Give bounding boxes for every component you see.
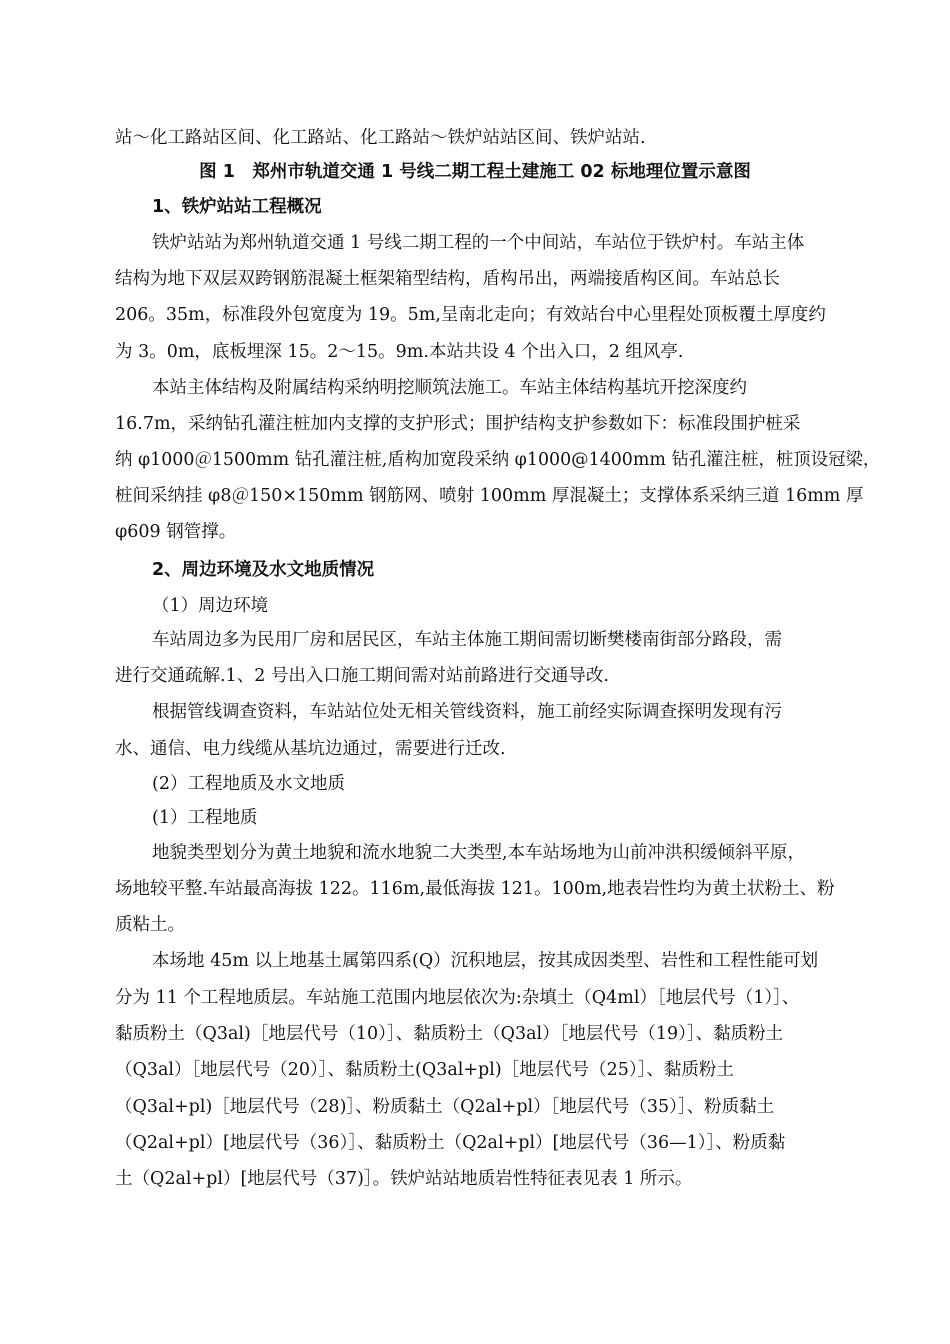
subsection-heading: （1）周边环境 — [152, 596, 269, 616]
paragraph-line: 站～化工路站区间、化工路站、化工路站～铁炉站站区间、铁炉站站. — [115, 128, 646, 148]
paragraph-line: 黏质粉土（Q3al)［地层代号（10）］、黏质粉土（Q3al）［地层代号（19）］、黏质粉土 — [115, 1024, 784, 1044]
paragraph-line: 桩间采纳挂 φ8＠150×150mm 钢筋网、喷射 100mm 厚混凝土；支撑体系采纳三道 16mm 厚 — [115, 486, 864, 506]
paragraph-line: 结构为地下双层双跨钢筋混凝土框架箱型结构，盾构吊出，两端接盾构区间。车站总长 — [115, 269, 780, 289]
section-heading-2: 2、周边环境及水文地质情况 — [152, 560, 375, 580]
paragraph-line: 本站主体结构及附属结构采纳明挖顺筑法施工。车站主体结构基坑开挖深度约 — [152, 378, 747, 398]
figure-caption: 图 1 郑州市轨道交通 1 号线二期工程土建施工 02 标地理位置示意图 — [199, 162, 751, 182]
paragraph-line: 地貌类型划分为黄土地貌和流水地貌二大类型,本车站场地为山前冲洪积缓倾斜平原， — [152, 843, 806, 863]
paragraph-line: （Q2al+pl）[地层代号（36）］、黏质粉土（Q2al+pl）[地层代号（36—1）］、粉质黏 — [115, 1133, 786, 1153]
paragraph-line: 16.7m，采纳钻孔灌注桩加内支撑的支护形式；围护结构支护参数如下：标准段围护桩采 — [115, 414, 801, 434]
paragraph-line: （Q3al）［地层代号（20）］、黏质粉土(Q3al+pl)［地层代号（25）］、黏质粉土 — [115, 1060, 734, 1080]
paragraph-line: 分为 11 个工程地质层。车站施工范围内地层依次为:杂填土（Q4ml）［地层代号（1）］、 — [115, 988, 800, 1008]
section-heading-1: 1、铁炉站站工程概况 — [152, 197, 322, 217]
paragraph-line: 水、通信、电力线缆从基坑边通过，需要进行迁改. — [115, 739, 506, 759]
subsection-heading: (2）工程地质及水文地质 — [152, 774, 345, 794]
paragraph-line: 根据管线调查资料，车站站位处无相关管线资料，施工前经实际调查探明发现有污 — [152, 702, 782, 722]
paragraph-line: φ609 钢管撑。 — [115, 522, 237, 542]
paragraph-line: 车站周边多为民用厂房和居民区，车站主体施工期间需切断樊楼南街部分路段，需 — [152, 630, 782, 650]
subsection-heading: (1）工程地质 — [152, 808, 258, 828]
paragraph-line: 本场地 45m 以上地基土属第四系(Q）沉积地层，按其成因类型、岩性和工程性能可划 — [152, 951, 819, 971]
paragraph-line: 进行交通疏解.1、2 号出入口施工期间需对站前路进行交通导改. — [115, 666, 609, 686]
paragraph-line: 纳 φ1000＠1500mm 钻孔灌注桩,盾构加宽段采纳 φ1000@1400mm 钻孔灌注桩，桩顶设冠梁， — [115, 450, 881, 470]
paragraph-line: 土（Q2al+pl）[地层代号（37)］。铁炉站站地质岩性特征表见表 1 所示。 — [115, 1169, 693, 1189]
paragraph-line: （Q3al+pl)［地层代号（28)］、粉质黏土（Q2al+pl）［地层代号（35）］、粉质黏土 — [115, 1097, 775, 1117]
paragraph-line: 铁炉站站为郑州轨道交通 1 号线二期工程的一个中间站，车站位于铁炉村。车站主体 — [152, 233, 805, 253]
paragraph-line: 质粘土。 — [115, 915, 185, 935]
paragraph-line: 206。35m，标准段外包宽度为 19。5m,呈南北走向；有效站台中心里程处顶板覆土厚度约 — [115, 305, 826, 325]
paragraph-line: 场地较平整.车站最高海拔 122。116m,最低海拔 121。100m,地表岩性均为黄土状粉土、粉 — [115, 879, 835, 899]
paragraph-line: 为 3。0m，底板埋深 15。2～15。9m.本站共设 4 个出入口，2 组风亭. — [115, 342, 684, 362]
